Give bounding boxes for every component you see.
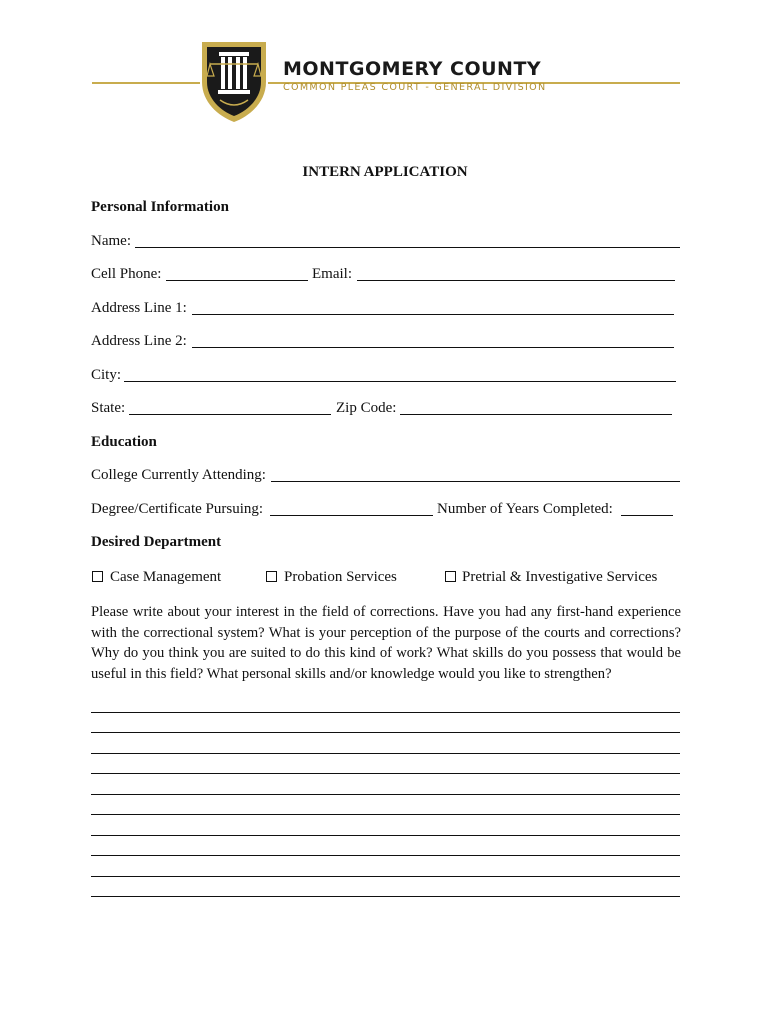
education-heading: Education (91, 434, 157, 450)
form-title: INTERN APPLICATION (302, 164, 468, 180)
essay-answer-line[interactable] (91, 835, 680, 836)
city-field[interactable] (124, 381, 676, 382)
email-label: Email: (312, 266, 352, 282)
city-label: City: (91, 367, 122, 383)
zip-label: Zip Code: (336, 400, 397, 416)
address2-label: Address Line 2: (91, 333, 187, 349)
essay-answer-line[interactable] (91, 855, 680, 856)
case-management-checkbox[interactable] (92, 571, 103, 582)
header-rule-left (92, 82, 200, 84)
county-branding (283, 58, 546, 93)
zip-field[interactable] (400, 414, 672, 415)
personal-info-heading: Personal Information (91, 199, 229, 215)
county-title: MONTGOMERY COUNTY (283, 58, 542, 80)
years-completed-field[interactable] (621, 515, 673, 516)
college-label: College Currently Attending: (91, 467, 266, 483)
court-division-subtitle: COMMON PLEAS COURT - GENERAL DIVISION (283, 82, 547, 93)
court-seal-logo (198, 38, 270, 124)
email-field[interactable] (357, 280, 675, 281)
name-label: Name: (91, 233, 131, 249)
essay-answer-line[interactable] (91, 732, 680, 733)
state-field[interactable] (129, 414, 331, 415)
probation-services-checkbox[interactable] (266, 571, 277, 582)
essay-answer-line[interactable] (91, 794, 680, 795)
probation-services-label: Probation Services (284, 569, 397, 585)
pretrial-services-label: Pretrial & Investigative Services (462, 569, 658, 585)
essay-answer-line[interactable] (91, 814, 680, 815)
essay-answer-line[interactable] (91, 753, 680, 754)
address2-field[interactable] (192, 347, 674, 348)
degree-field[interactable] (270, 515, 433, 516)
essay-answer-line[interactable] (91, 876, 680, 877)
essay-answer-line[interactable] (91, 712, 680, 713)
cell-phone-label: Cell Phone: (91, 266, 162, 282)
cell-phone-field[interactable] (166, 280, 308, 281)
years-completed-label: Number of Years Completed: (437, 501, 613, 517)
degree-label: Degree/Certificate Pursuing: (91, 501, 264, 517)
name-field[interactable] (135, 247, 680, 248)
address1-field[interactable] (192, 314, 674, 315)
state-label: State: (91, 400, 126, 416)
pretrial-services-checkbox[interactable] (445, 571, 456, 582)
essay-prompt: Please write about your interest in the field of corrections. Have you had any first-hand experience with the correctional system? What is your perception of the purpose of the courts and corrections? Why do you think you are suited to do this kind of work? What skills do you possess that would be useful in this field? What personal skills and/or knowledge would you like to strengthen? (91, 604, 681, 682)
department-heading: Desired Department (91, 534, 222, 550)
essay-answer-line[interactable] (91, 896, 680, 897)
case-management-label: Case Management (110, 569, 222, 585)
college-field[interactable] (271, 481, 680, 482)
essay-answer-line[interactable] (91, 773, 680, 774)
address1-label: Address Line 1: (91, 300, 187, 316)
